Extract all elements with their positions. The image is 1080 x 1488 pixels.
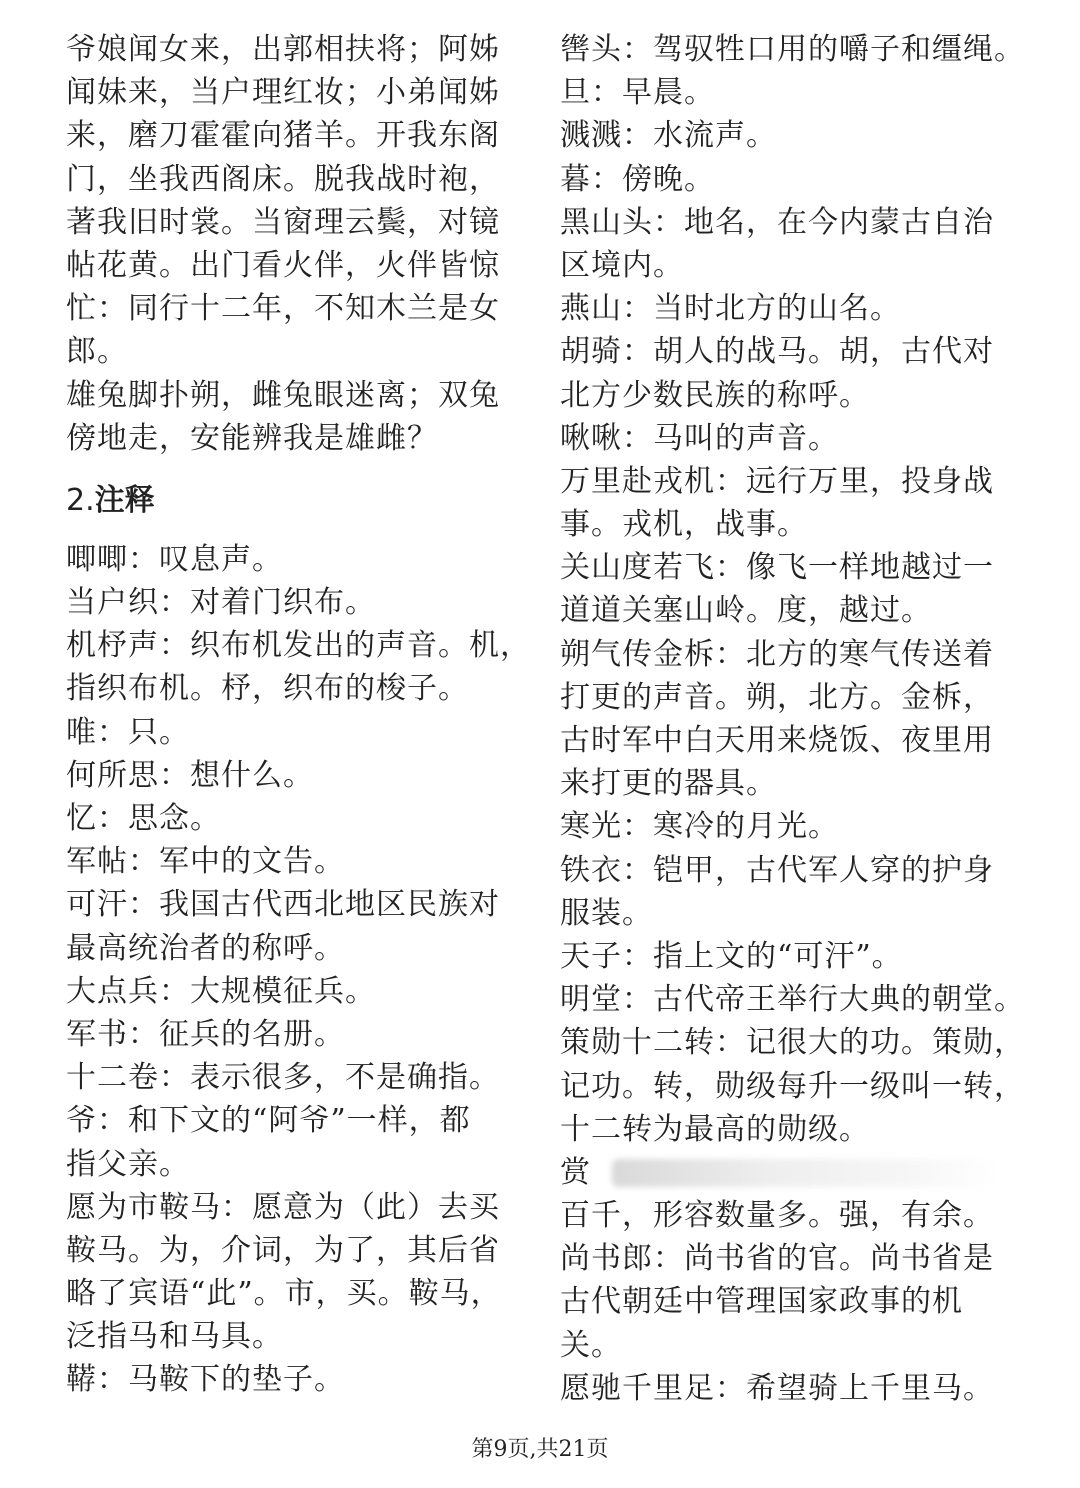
note-line: 暮：傍晚。 xyxy=(560,161,715,197)
note-line: 当户织：对着门织布。 xyxy=(66,585,376,621)
left-column xyxy=(66,28,531,1402)
note-line: 古时军中白天用来烧饭、夜里用 xyxy=(560,723,994,758)
note-line: 军书：征兵的名册。 xyxy=(66,1016,345,1052)
note-line: 愿驰千里足：希望骑上千里马。 xyxy=(560,1370,994,1406)
blurred-note-line xyxy=(560,1151,1040,1194)
text-line: 傍地走，安能辨我是雄雌？ xyxy=(66,420,438,456)
text-line: 来，磨刀霍霍向猪羊。开我东阁 xyxy=(66,118,500,154)
text-line: 郎。 xyxy=(66,334,128,370)
note-line: 关。 xyxy=(560,1327,622,1363)
note-line: 百千，形容数量多。强，有余。 xyxy=(560,1198,994,1234)
note-line: 机杼声：织布机发出的声音。机， xyxy=(66,628,531,664)
note-line: 大点兵：大规模征兵。 xyxy=(66,973,376,1009)
text-line: 雄兔脚扑朔，雌兔眼迷离；双兔 xyxy=(66,377,500,413)
note-line: 啾啾：马叫的声音。 xyxy=(560,420,839,456)
note-line: 明堂：古代帝王举行大典的朝堂。 xyxy=(560,982,1025,1018)
note-line: 古代朝廷中管理国家政事的机 xyxy=(560,1284,963,1320)
note-line: 区境内。 xyxy=(560,247,684,283)
heading-number: 2. xyxy=(66,482,95,518)
note-line: 燕山：当时北方的山名。 xyxy=(560,291,901,327)
text-line: 闻妹来，当户理红妆；小弟闻姊 xyxy=(66,75,500,111)
text-line: 著我旧时裳。当窗理云鬓，对镜 xyxy=(66,204,500,240)
right-column xyxy=(560,28,1040,1410)
text-line: 门，坐我西阁床。脱我战时袍， xyxy=(66,161,500,197)
note-line: 指父亲。 xyxy=(66,1146,190,1182)
note-line: 爷：和下文的“阿爷”一样，都 xyxy=(66,1103,471,1139)
note-line: 天子：指上文的“可汗”。 xyxy=(560,938,903,974)
page-number: 第9页,共21页 xyxy=(471,1437,609,1462)
note-line: 黑山头：地名，在今内蒙古自治 xyxy=(560,204,994,240)
note-line: 唧唧：叹息声。 xyxy=(66,541,283,577)
note-line: 略了宾语“此”。市，买。鞍马， xyxy=(66,1276,502,1312)
section-heading-notes xyxy=(66,466,526,536)
heading-text: 注释 xyxy=(94,482,155,518)
note-line: 何所思：想什么。 xyxy=(66,757,314,793)
note-line: 道道关塞山岭。度，越过。 xyxy=(560,593,932,629)
note-line: 忆：思念。 xyxy=(66,801,221,836)
note-line: 铁衣：铠甲，古代军人穿的护身 xyxy=(560,852,994,888)
note-line: 北方少数民族的称呼。 xyxy=(560,377,870,413)
note-line: 溅溅：水流声。 xyxy=(560,118,777,154)
note-line: 朔气传金柝：北方的寒气传送着 xyxy=(560,636,994,672)
page-footer xyxy=(0,1436,1080,1464)
note-line: 愿为市鞍马：愿意为（此）去买 xyxy=(66,1189,500,1225)
note-line: 策勋十二转：记很大的功。策勋， xyxy=(560,1025,1025,1061)
note-line: 服装。 xyxy=(560,895,653,931)
poem-stanza-1 xyxy=(66,28,526,374)
note-line: 十二卷：表示很多，不是确指。 xyxy=(66,1060,500,1096)
note-line: 打更的声音。朔，北方。金柝， xyxy=(560,679,994,715)
note-line: 胡骑：胡人的战马。胡，古代对 xyxy=(560,334,994,370)
note-line: 最高统治者的称呼。 xyxy=(66,930,345,966)
text-line: 帖花黄。出门看火伴，火伴皆惊 xyxy=(66,247,500,283)
poem-stanza-2 xyxy=(66,374,526,460)
notes-list-left xyxy=(66,538,531,1402)
note-line: 尚书郎：尚书省的官。尚书省是 xyxy=(560,1241,994,1277)
note-line: 旦：早晨。 xyxy=(560,75,715,111)
note-line: 来打更的器具。 xyxy=(560,766,777,802)
note-line: 辔头：驾驭牲口用的嚼子和缰绳。 xyxy=(560,32,1025,67)
notes-list-right xyxy=(560,28,1040,1410)
note-line: 记功。转，勋级每升一级叫一转， xyxy=(560,1068,1025,1104)
blurred-line-start: 赏 xyxy=(560,1154,591,1190)
note-line: 鞯：马鞍下的垫子。 xyxy=(66,1362,345,1398)
note-line: 关山度若飞：像飞一样地越过一 xyxy=(560,550,994,586)
note-line: 军帖：军中的文告。 xyxy=(66,844,345,880)
note-line: 可汗：我国古代西北地区民族对 xyxy=(66,887,500,923)
note-line: 泛指马和马具。 xyxy=(66,1319,283,1355)
note-line: 鞍马。为，介词，为了，其后省 xyxy=(66,1232,500,1268)
blur-overlay xyxy=(612,1159,1002,1187)
note-line: 十二转为最高的勋级。 xyxy=(560,1111,870,1147)
text-line: 爷娘闻女来，出郭相扶将；阿姊 xyxy=(66,32,500,67)
note-line: 事。戎机，战事。 xyxy=(560,507,808,543)
text-line: 忙：同行十二年，不知木兰是女 xyxy=(66,291,500,327)
note-line: 寒光：寒冷的月光。 xyxy=(560,809,839,845)
note-line: 指织布机。杼，织布的梭子。 xyxy=(66,671,469,707)
note-line: 唯：只。 xyxy=(66,714,190,750)
note-line: 万里赴戎机：远行万里，投身战 xyxy=(560,463,994,499)
